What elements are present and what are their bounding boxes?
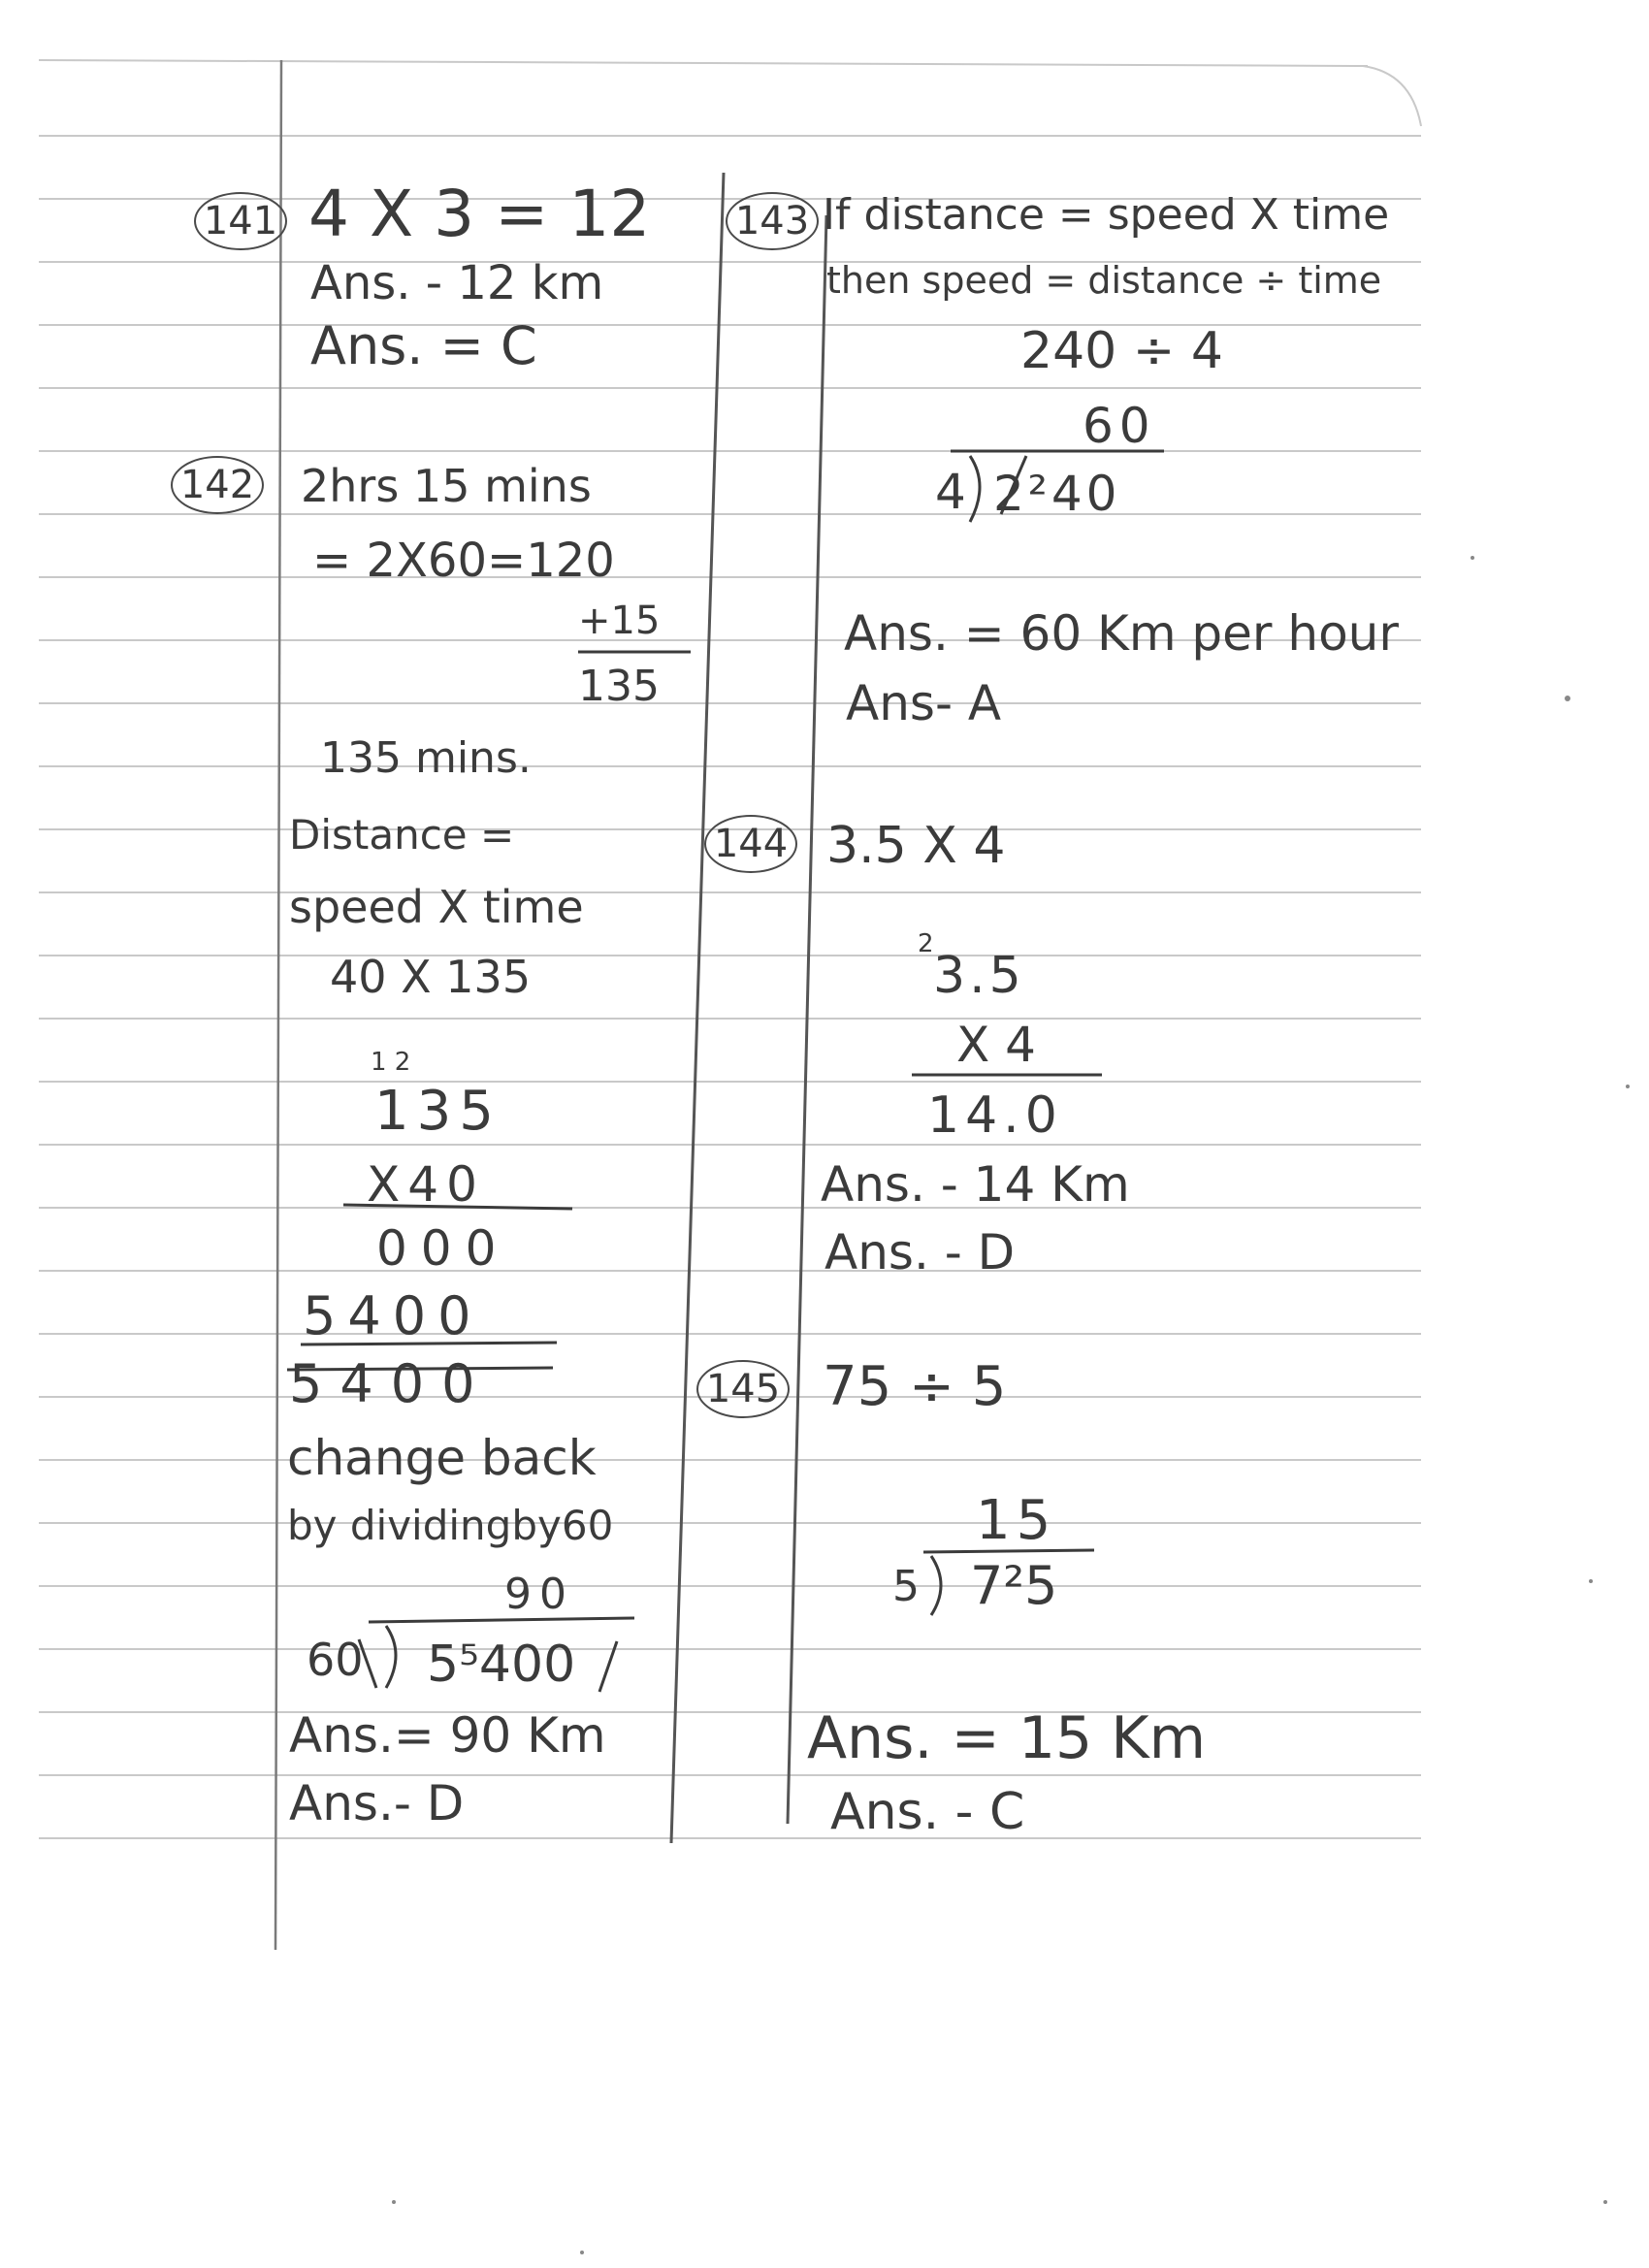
answer-choice: Ans. = C <box>310 315 537 376</box>
carry-digits: 1 2 <box>371 1048 411 1077</box>
work-line: 40 X 135 <box>330 951 532 1003</box>
division-dividend: 7²5 <box>970 1555 1058 1616</box>
division-divisor: 5 <box>892 1562 920 1611</box>
total-product: 5400 <box>289 1353 493 1414</box>
division-quotient: 15 <box>976 1489 1057 1552</box>
problem-number-circle: 142 <box>171 456 264 514</box>
answer-km: Ans. - 12 km <box>310 256 604 310</box>
problem-number-circle: 143 <box>726 192 819 250</box>
work-line: = 2X60=120 <box>312 534 615 588</box>
work-line: X 4 <box>956 1017 1036 1073</box>
work-line: 3.5 <box>933 947 1025 1005</box>
answer-km: Ans.= 90 Km <box>289 1707 606 1764</box>
problem-number-circle: 141 <box>194 192 287 250</box>
problem-number-circle: 144 <box>704 815 797 873</box>
carry-digit: 2 <box>918 929 934 958</box>
work-line: 135 <box>374 1080 501 1143</box>
work-line: 135 mins. <box>320 733 532 783</box>
margin-line <box>275 60 281 1950</box>
division-divisor: 60 <box>307 1634 364 1686</box>
answer-km: Ans. - 14 Km <box>821 1156 1130 1213</box>
work-line: then speed = distance ÷ time <box>826 259 1382 302</box>
division-dividend: 5⁵400 <box>427 1636 576 1694</box>
work-line: 2hrs 15 mins <box>301 460 592 512</box>
answer-choice: Ans. - D <box>824 1224 1016 1280</box>
answer-km: Ans. = 60 Km per hour <box>844 605 1399 662</box>
note-line: by dividingby60 <box>287 1502 614 1549</box>
answer-choice: Ans- A <box>846 675 1002 731</box>
page-specks <box>392 556 1630 2254</box>
answer-choice: Ans. - C <box>830 1783 1025 1841</box>
partial-product: 5400 <box>303 1285 483 1346</box>
division-divisor: 4 <box>935 464 966 520</box>
work-line: 240 ÷ 4 <box>1020 322 1223 380</box>
work-line: If distance = speed X time <box>823 190 1390 240</box>
answer-choice: Ans.- D <box>289 1775 465 1831</box>
work-line: 4 X 3 = 12 <box>308 177 651 251</box>
division-quotient: 90 <box>504 1570 574 1619</box>
formula-line: speed X time <box>289 881 584 933</box>
page-corner-edge <box>1363 66 1421 126</box>
work-line: 3.5 X 4 <box>826 817 1006 875</box>
partial-product: 000 <box>376 1220 510 1277</box>
work-line: X40 <box>367 1156 485 1213</box>
work-line: 14.0 <box>927 1086 1063 1145</box>
formula-line: Distance = <box>289 811 515 859</box>
work-line: 75 ÷ 5 <box>823 1355 1007 1418</box>
division-quotient: 60 <box>1083 398 1156 454</box>
column-divider-left <box>671 173 724 1843</box>
problem-number-circle: 145 <box>696 1360 790 1418</box>
note-line: change back <box>287 1430 597 1486</box>
work-line: 135 <box>578 662 660 711</box>
work-line: +15 <box>578 599 661 643</box>
division-dividend: 2²40 <box>993 466 1121 522</box>
answer-km: Ans. = 15 Km <box>807 1704 1207 1772</box>
